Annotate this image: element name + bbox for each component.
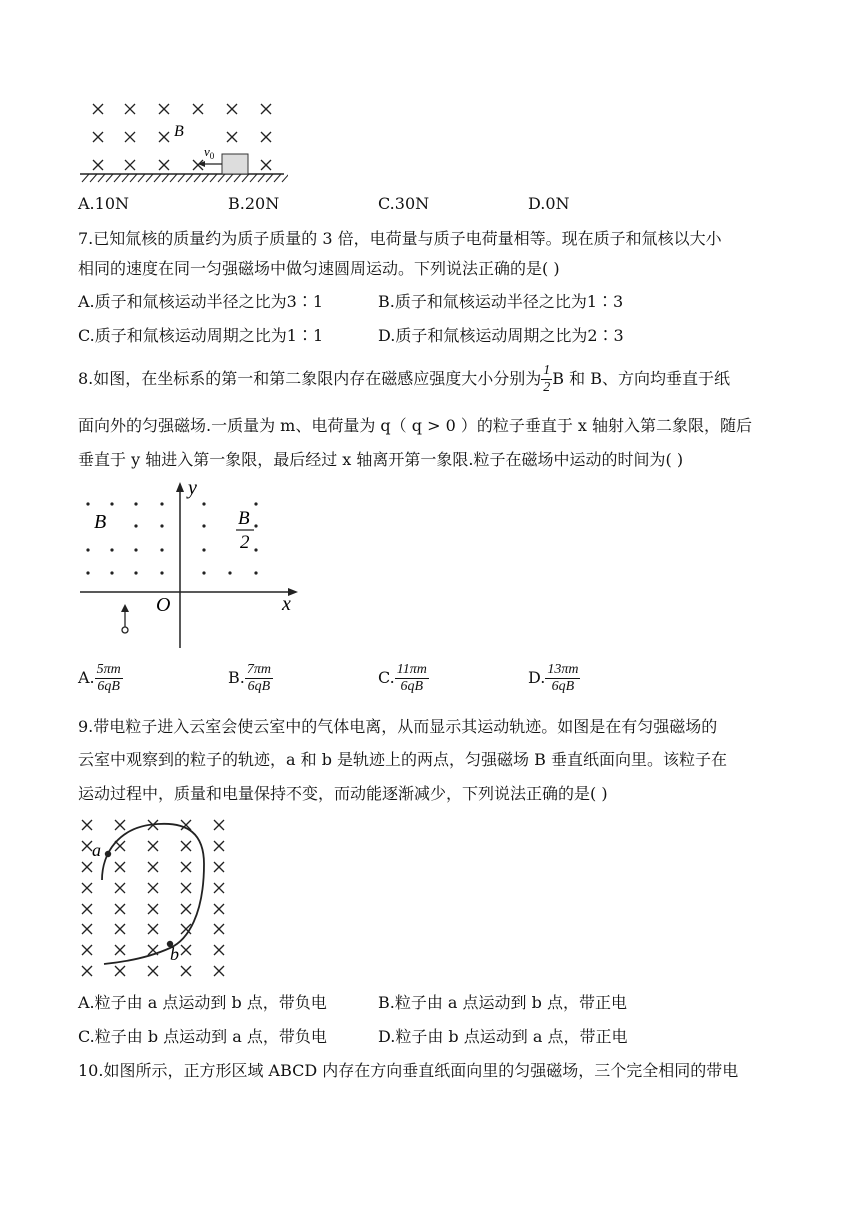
q10-stem-line-1: 10.如图所示，正方形区域 ABCD 内存在方向垂直纸面向里的匀强磁场，三个完全相同的带电 — [78, 1061, 739, 1080]
q9-stem-line-2: 云室中观察到的粒子的轨迹，a 和 b 是轨迹上的两点，匀强磁场 B 垂直纸面向里。该粒子在 — [78, 750, 727, 769]
q8-option-d-den: 6qB — [551, 679, 575, 694]
q9-stem-line-3: 运动过程中，质量和电量保持不变，而动能逐渐减少，下列说法正确的是( ) — [78, 784, 608, 803]
ground-hatch — [106, 174, 113, 182]
q6-field-cross — [261, 104, 271, 114]
ground-hatch — [138, 174, 145, 182]
q6-field-cross — [193, 104, 203, 114]
ground-hatch — [242, 174, 249, 182]
ground-hatch — [234, 174, 241, 182]
q8-option-c[interactable] — [378, 662, 429, 695]
q6-field-cross — [159, 132, 169, 142]
q8-field-dot — [254, 524, 257, 527]
q8-right-field-den: 2 — [240, 532, 250, 553]
q8-field-dot — [202, 571, 205, 574]
q8-option-a[interactable] — [78, 662, 123, 695]
q9-field-cross — [214, 924, 224, 934]
ground-hatch — [210, 174, 217, 182]
q9-point-a-dot — [105, 851, 111, 857]
q8-field-dot — [110, 571, 113, 574]
q8-line1-frac-num: 1 — [543, 363, 551, 378]
q6-field-cross — [261, 132, 271, 142]
q9-field-cross — [82, 883, 92, 893]
q6-option-b[interactable]: B.20N — [228, 194, 280, 213]
ground-hatch — [258, 174, 265, 182]
q9-field-cross — [82, 862, 92, 872]
ground-hatch — [162, 174, 169, 182]
q8-line1-post: B 和 B、方向均垂直于纸 — [552, 369, 730, 388]
q8-particle — [122, 627, 128, 633]
q8-option-d-letter: D. — [528, 668, 546, 687]
q8-line1-pre: 8.如图，在坐标系的第一和第二象限内存在磁感应强度大小分别为 — [78, 369, 542, 388]
q8-line1-fraction — [541, 363, 552, 396]
q8-field-dot — [228, 571, 231, 574]
q9-field-cross — [82, 945, 92, 955]
ground-hatch — [194, 174, 201, 182]
q9-option-b[interactable]: B.粒子由 a 点运动到 b 点，带正电 — [378, 993, 627, 1012]
q8-field-dot — [160, 524, 163, 527]
q8-option-a-den: 6qB — [97, 679, 120, 694]
sliding-block — [222, 154, 248, 174]
q6-option-a[interactable]: A.10N — [78, 194, 129, 213]
q8-left-field-label: B — [94, 511, 107, 533]
q9-field-cross — [148, 904, 158, 914]
ground-hatch — [82, 174, 89, 182]
ground-hatch — [274, 174, 281, 182]
q8-line1-frac-den: 2 — [543, 380, 551, 395]
q8-option-c-num: 11πm — [396, 662, 427, 677]
q8-field-dot — [202, 502, 205, 505]
ground-hatch — [202, 174, 209, 182]
q9-field-cross — [181, 883, 191, 893]
q6-field-cross — [125, 104, 135, 114]
q9-stem-line-1: 9.带电粒子进入云室会使云室中的气体电离，从而显示其运动轨迹。如图是在有匀强磁场的 — [78, 717, 718, 736]
ground-hatch — [266, 174, 273, 182]
q9-option-d[interactable]: D.粒子由 b 点运动到 a 点，带正电 — [378, 1027, 628, 1046]
q9-field-cross — [148, 924, 158, 934]
q8-field-dot — [134, 548, 137, 551]
q7-stem-line-2: 相同的速度在同一匀强磁场中做匀速圆周运动。下列说法正确的是( ) — [78, 259, 560, 278]
q9-trajectory — [102, 824, 204, 964]
q6-field-cross — [227, 104, 237, 114]
q9-field-cross — [115, 924, 125, 934]
q9-option-c[interactable]: C.粒子由 b 点运动到 a 点，带负电 — [78, 1027, 327, 1046]
q9-field-cross — [214, 883, 224, 893]
q9-field-cross — [214, 904, 224, 914]
q8-option-b-num: 7πm — [246, 662, 271, 677]
q8-field-dot — [134, 571, 137, 574]
q8-stem-line-1 — [78, 362, 730, 396]
q6-field-cross — [93, 132, 103, 142]
ground-hatch — [98, 174, 105, 182]
q9-field-cross — [115, 862, 125, 872]
q8-field-dot — [86, 548, 89, 551]
q9-option-a[interactable]: A.粒子由 a 点运动到 b 点，带负电 — [78, 993, 327, 1012]
ground-hatch — [282, 174, 288, 182]
q9-field-cross — [82, 966, 92, 976]
q8-field-dot — [86, 502, 89, 505]
q8-field-dot — [110, 548, 113, 551]
ground-hatch — [154, 174, 161, 182]
q8-field-dot — [254, 571, 257, 574]
q8-field-dot — [202, 524, 205, 527]
ground-hatch — [218, 174, 225, 182]
q9-field-cross — [82, 924, 92, 934]
q8-right-field-num: B — [238, 508, 250, 529]
q7-option-d[interactable]: D.质子和氚核运动周期之比为2∶3 — [378, 326, 624, 345]
ground-hatch — [178, 174, 185, 182]
q6-option-c[interactable]: C.30N — [378, 194, 430, 213]
q6-field-cross — [125, 132, 135, 142]
q7-option-c[interactable]: C.质子和氚核运动周期之比为1∶1 — [78, 326, 324, 345]
ground-hatch — [170, 174, 177, 182]
q9-field-cross — [214, 841, 224, 851]
ground-hatch — [130, 174, 137, 182]
q9-field-cross — [115, 820, 125, 830]
q9-field-cross — [115, 966, 125, 976]
ground-hatch — [122, 174, 129, 182]
q8-y-label: y — [188, 478, 197, 499]
ground-hatch — [186, 174, 193, 182]
q8-field-dot — [86, 571, 89, 574]
q9-field-cross — [214, 945, 224, 955]
q8-field-dot — [202, 548, 205, 551]
q8-field-dot — [160, 548, 163, 551]
q8-option-c-letter: C. — [378, 668, 395, 687]
q7-option-a[interactable]: A.质子和氚核运动半径之比为3∶1 — [78, 292, 324, 311]
q9-field-cross — [148, 862, 158, 872]
q9-field-cross — [82, 841, 92, 851]
q6-field-cross — [159, 160, 169, 170]
q6-field-cross — [227, 132, 237, 142]
ground-hatch — [90, 174, 97, 182]
q9-point-a-label: a — [92, 840, 101, 860]
q9-field-cross — [148, 841, 158, 851]
ground-hatch — [114, 174, 121, 182]
q9-field-cross — [115, 904, 125, 914]
q9-field-cross — [181, 966, 191, 976]
q8-option-c-den: 6qB — [400, 679, 424, 694]
q8-origin-label: O — [156, 594, 171, 616]
q9-field-cross — [181, 862, 191, 872]
q9-field-cross — [148, 966, 158, 976]
q8-field-dot — [254, 548, 257, 551]
q9-field-cross — [181, 841, 191, 851]
q8-field-dot — [160, 571, 163, 574]
q9-point-b-label: b — [170, 944, 179, 964]
q6-velocity-label: $v_0$ — [204, 144, 215, 161]
q9-field-cross — [115, 945, 125, 955]
q9-field-cross — [214, 966, 224, 976]
q9-figure — [78, 814, 230, 984]
q7-option-b[interactable]: B.质子和氚核运动半径之比为1∶3 — [378, 292, 624, 311]
q8-option-d[interactable] — [528, 662, 580, 695]
q9-field-cross — [181, 945, 191, 955]
q9-field-cross — [82, 904, 92, 914]
q9-field-cross — [214, 862, 224, 872]
q6-field-label: B — [174, 123, 184, 140]
q8-option-b-letter: B. — [228, 668, 245, 687]
q8-stem-line-2: 面向外的匀强磁场.一质量为 m、电荷量为 q（ q > 0 ）的粒子垂直于 x 轴射入第二象限，随后 — [78, 416, 753, 435]
q6-field-cross — [125, 160, 135, 170]
q6-field-cross — [93, 104, 103, 114]
q8-field-dot — [254, 502, 257, 505]
q8-option-a-letter: A. — [78, 668, 95, 687]
q8-figure — [78, 478, 308, 653]
q9-field-cross — [115, 883, 125, 893]
q6-figure — [78, 98, 288, 188]
q8-stem-line-3: 垂直于 y 轴进入第一象限，最后经过 x 轴离开第一象限.粒子在磁场中运动的时间为( ) — [78, 450, 684, 469]
ground-hatch — [226, 174, 233, 182]
q6-field-cross — [159, 104, 169, 114]
q9-field-cross — [148, 883, 158, 893]
q9-field-cross — [181, 904, 191, 914]
q8-x-label: x — [282, 593, 291, 615]
q8-option-b-den: 6qB — [247, 679, 271, 694]
q6-field-cross — [261, 160, 271, 170]
q8-field-dot — [160, 502, 163, 505]
q8-field-dot — [134, 524, 137, 527]
q6-option-d[interactable]: D.0N — [528, 194, 570, 213]
q7-stem-line-1: 7.已知氚核的质量约为质子质量的 3 倍，电荷量与质子电荷量相等。现在质子和氚核以大小 — [78, 229, 722, 248]
q6-field-cross — [93, 160, 103, 170]
q8-option-d-num: 13πm — [547, 662, 579, 677]
ground-hatch — [250, 174, 257, 182]
ground-hatch — [146, 174, 153, 182]
q8-option-b[interactable] — [228, 662, 273, 695]
q8-field-dot — [134, 502, 137, 505]
q8-field-dot — [110, 502, 113, 505]
q9-field-cross — [82, 820, 92, 830]
q9-field-cross — [214, 820, 224, 830]
q8-option-a-num: 5πm — [96, 662, 121, 677]
